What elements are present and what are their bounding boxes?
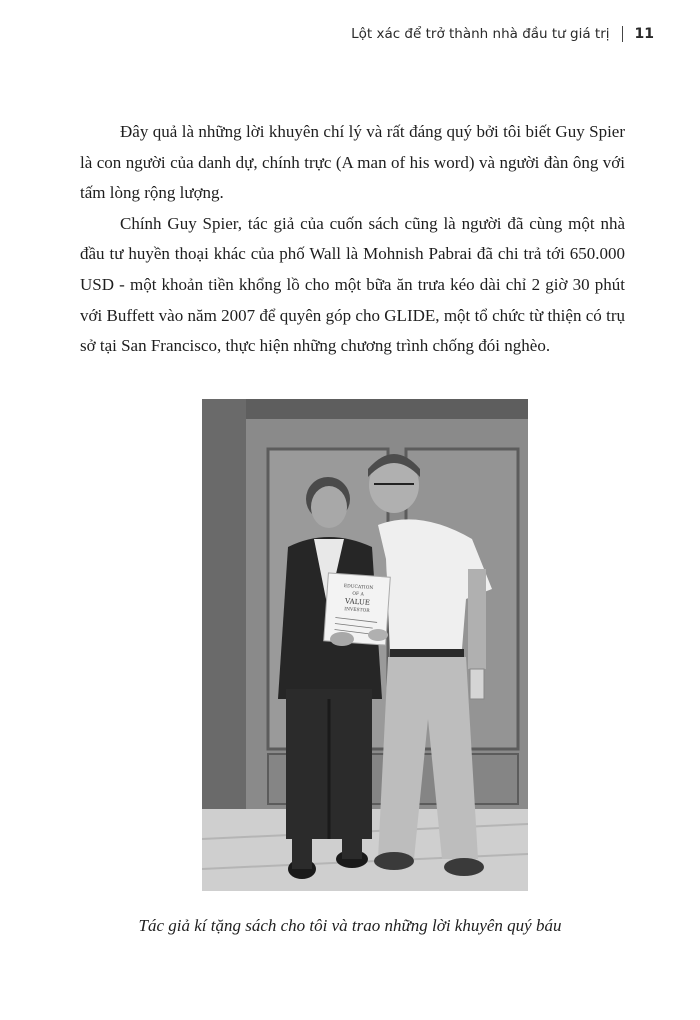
photograph bbox=[202, 399, 528, 891]
body-text bbox=[80, 117, 625, 362]
book-title-line: OF A bbox=[352, 591, 364, 598]
chapter-title: Lột xác để trở thành nhà đầu tư giá trị bbox=[351, 26, 610, 42]
book-title-line: EDUCATION bbox=[343, 584, 374, 592]
paragraph: Chính Guy Spier, tác giả của cuốn sách cũng là người đã cùng một nhà đầu tư huyền thoại khác của phố Wall là Mohnish Pabrai đã chi trả tới 650.000 USD - một khoản tiền khổng lồ cho một bữa ăn trưa kéo dài chỉ 2 giờ 30 phút với Buffett vào năm 2007 để quyên góp cho GLIDE, một tổ chức từ thiện có trụ sở tại San Francisco, thực hiện những chương trình chống đói nghèo. bbox=[80, 213, 625, 356]
photo-illustration bbox=[202, 399, 528, 891]
book-title-line: VALUE bbox=[344, 597, 371, 607]
paragraph: Đây quả là những lời khuyên chí lý và rất đáng quý bởi tôi biết Guy Spier là con người của danh dự, chính trực (A man of his word) và người đàn ông với tấm lòng rộng lượng. bbox=[80, 122, 625, 203]
page-number: 11 bbox=[634, 26, 654, 42]
running-header bbox=[351, 26, 654, 42]
photo-caption: Tác giả kí tặng sách cho tôi và trao những lời khuyên quý báu bbox=[138, 916, 562, 935]
header-divider bbox=[622, 26, 623, 42]
book-title-line: INVESTOR bbox=[344, 607, 370, 614]
